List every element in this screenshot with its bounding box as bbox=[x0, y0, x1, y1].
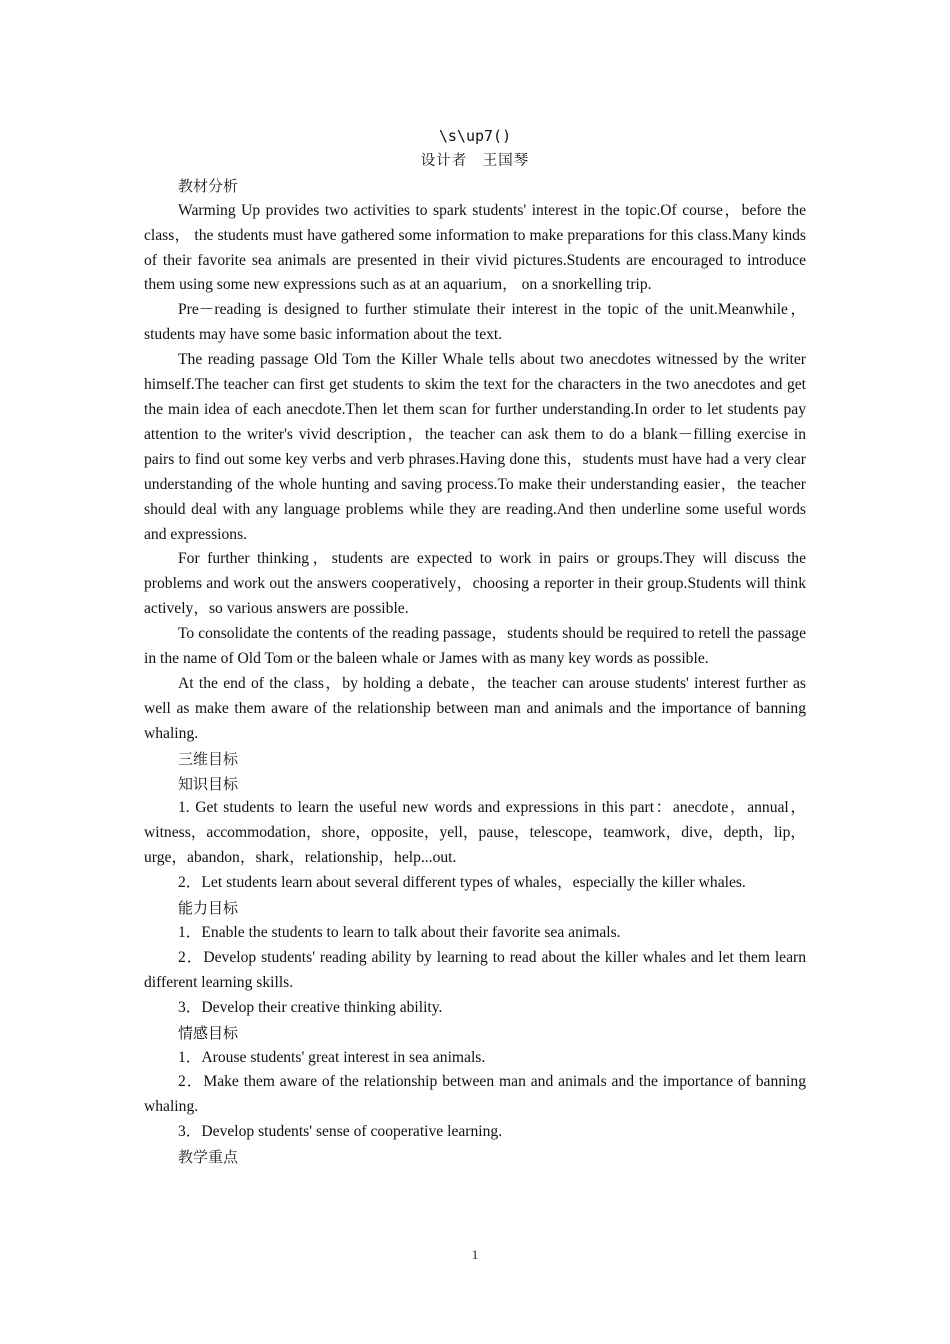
ability-item: 2．Develop students' reading ability by learning to read about the killer whales and let them learn different learning skills. bbox=[144, 948, 806, 991]
emotion-item: 1．Arouse students' great interest in sea animals. bbox=[178, 1048, 486, 1066]
analysis-paragraph: To consolidate the contents of the reading passage，students should be required to retell the passage in the name of Old Tom or the baleen whale or James with as many key words as possible. bbox=[144, 625, 806, 668]
section-heading-analysis: 教材分析 bbox=[178, 176, 239, 195]
page-number: 1 bbox=[471, 1247, 479, 1262]
emotion-item: 2．Make them aware of the relationship between man and animals and the importance of banning whaling. bbox=[144, 1073, 806, 1116]
analysis-paragraph: For further thinking，students are expected to work in pairs or groups.They will discuss the problems and work out the answers cooperatively，choosing a reporter in their group.Students will think actively，so various answers are possible. bbox=[144, 550, 806, 618]
section-heading-objectives: 三维目标 bbox=[178, 749, 239, 768]
subheading-emotion: 情感目标 bbox=[178, 1023, 239, 1042]
analysis-paragraph: Pre－reading is designed to further stimulate their interest in the topic of the unit.Meanwhile，students may have some basic information about the text. bbox=[144, 301, 806, 344]
subheading-ability: 能力目标 bbox=[178, 899, 239, 918]
page-content bbox=[144, 124, 806, 1170]
ability-item: 1．Enable the students to learn to talk about their favorite sea animals. bbox=[178, 924, 621, 941]
subheading-knowledge: 知识目标 bbox=[178, 774, 239, 793]
analysis-paragraph: Warming Up provides two activities to spark students' interest in the topic.Of course，before the class， the students must have gathered some information to make preparations for this class.Many kinds of their favorite sea animals are presented in their vivid pictures.Students are encouraged to introduce them using some new expressions such as at an aquarium， on a snorkelling trip. bbox=[144, 201, 806, 294]
knowledge-item: 2．Let students learn about several different types of whales，especially the killer whales. bbox=[178, 874, 746, 892]
doc-author: 设计者 王国琴 bbox=[420, 152, 530, 169]
analysis-paragraph: The reading passage Old Tom the Killer Whale tells about two anecdotes witnessed by the writer himself.The teacher can first get students to skim the text for the characters in the two anecdotes and get the main idea of each anecdote.Then let them scan for further understanding.In order to let students pay attention to the writer's vivid description，the teacher can ask them to do a blank－filling exercise in pairs to find out some key verbs and verb phrases.Having done this，students must have had a very clear understanding of the whole hunting and saving process.To make their understanding easier，the teacher should deal with any language problems while they are reading.And then underline some useful words and expressions. bbox=[144, 351, 806, 543]
section-heading-key-points: 教学重点 bbox=[178, 1148, 239, 1167]
ability-item: 3．Develop their creative thinking ability. bbox=[178, 998, 443, 1016]
analysis-paragraph: At the end of the class，by holding a debate，the teacher can arouse students' interest further as well as make them aware of the relationship between man and animals and the importance of banning whaling. bbox=[144, 674, 806, 742]
knowledge-item: 1. Get students to learn the useful new words and expressions in this part：anecdote，annual，witness，accommodation，shore，opposite，yell，pause，telescope，teamwork，dive，depth，lip，urge，abandon，shark，relationship，help...out. bbox=[144, 799, 806, 867]
doc-title: \s\up7() bbox=[438, 127, 512, 145]
emotion-item: 3．Develop students' sense of cooperative learning. bbox=[178, 1123, 503, 1141]
